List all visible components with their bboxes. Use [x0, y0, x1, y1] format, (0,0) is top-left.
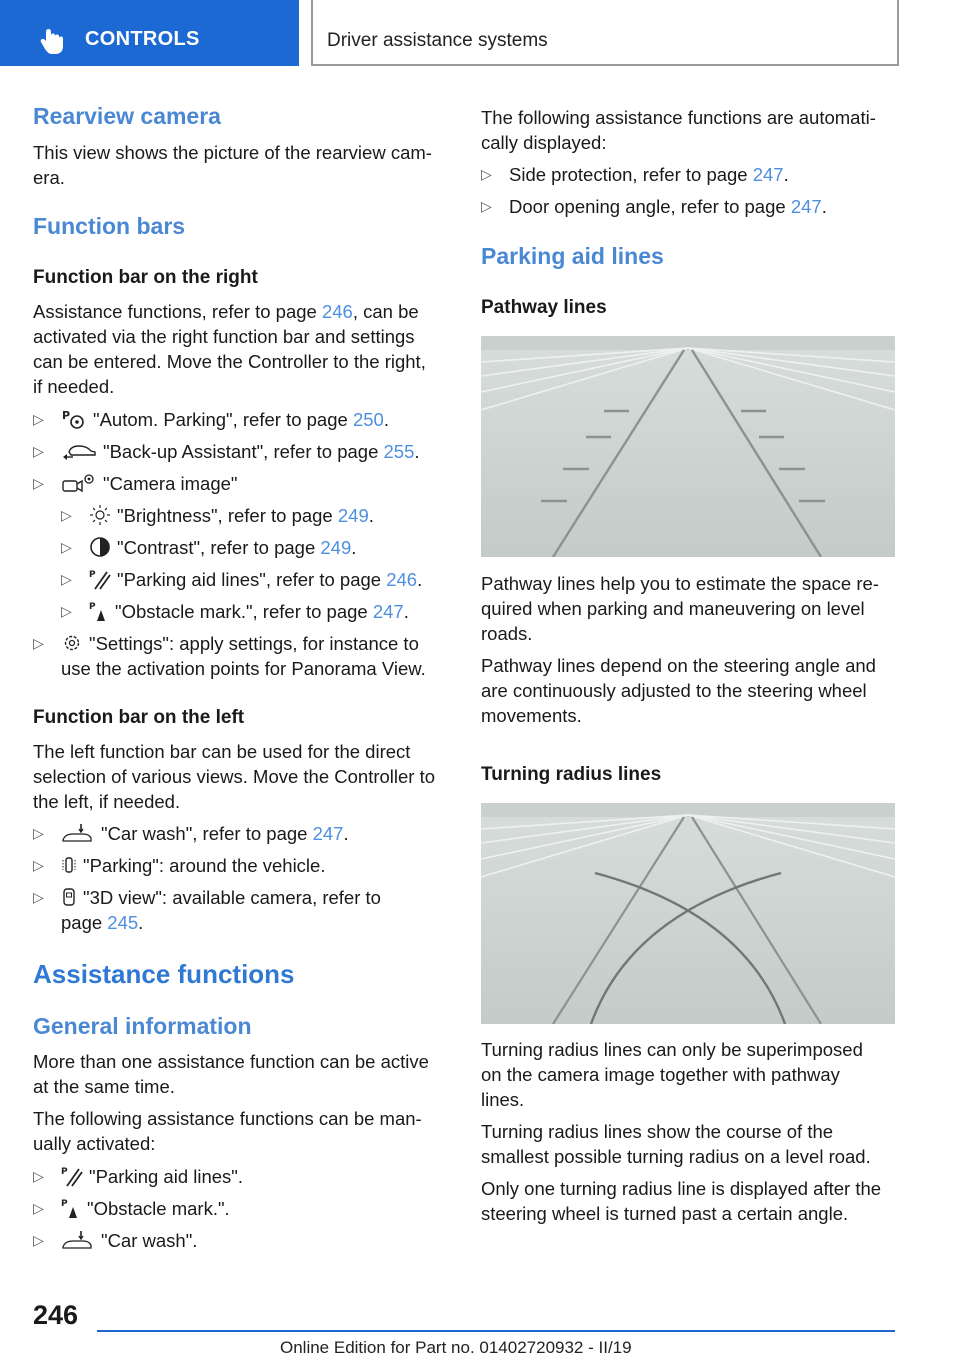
rearview-text-2: era. — [33, 167, 65, 188]
turning-text-1: Turning radius lines can only be superimposed — [481, 1039, 863, 1060]
page-number: 246 — [33, 1300, 79, 1330]
auto-parking-icon — [61, 408, 87, 430]
heading-turning-radius-lines: Turning radius lines — [481, 764, 662, 785]
pathway-text-4: Pathway lines depend on the steering angle and — [481, 655, 876, 676]
page-link[interactable]: 249 — [337, 505, 369, 526]
right-bar-text-2: activated via the right function bar and settings — [33, 326, 415, 347]
left-bar-text-3: the left, if needed. — [33, 791, 181, 812]
3d-view-text-2: page 245. — [61, 912, 144, 933]
heading-pathway-lines: Pathway lines — [481, 297, 607, 318]
manual-text-2: ually activated: — [33, 1133, 156, 1154]
3d-view-icon — [61, 886, 77, 908]
edition-footer: Online Edition for Part no. 01402720932 - II/19 — [280, 1338, 632, 1357]
pathway-text-3: roads. — [481, 623, 533, 644]
hand-pointer-icon — [38, 26, 68, 56]
heading-left-bar: Function bar on the left — [33, 707, 245, 728]
page-link[interactable]: 247 — [752, 164, 784, 185]
triangle-bullet-icon: ▷ — [61, 571, 72, 587]
svg-text:P: P — [61, 1199, 68, 1209]
page-link[interactable]: 247 — [372, 601, 404, 622]
auto-text-1: The following assistance functions are automati- — [481, 107, 876, 128]
turning-text-3: lines. — [481, 1089, 525, 1110]
heading-parking-aid-lines: Parking aid lines — [481, 243, 664, 269]
parking-view-icon — [61, 854, 77, 876]
svg-text:P: P — [89, 570, 96, 580]
parking-aid-lines-icon — [61, 1165, 83, 1187]
pathway-lines-figure — [481, 336, 895, 557]
triangle-bullet-icon: ▷ — [61, 539, 72, 555]
obstacle-marking-icon — [89, 600, 109, 622]
car-wash-icon — [61, 1229, 95, 1251]
page-link[interactable]: 250 — [352, 409, 384, 430]
footer-divider — [97, 1330, 895, 1332]
triangle-bullet-icon: ▷ — [481, 198, 492, 214]
heading-general-information: General information — [33, 1013, 252, 1039]
page-link[interactable]: 246 — [386, 569, 418, 590]
manual-text-1: The following assistance functions can be man- — [33, 1108, 422, 1129]
page-link[interactable]: 249 — [320, 537, 352, 558]
parking-aid-lines-icon — [89, 568, 111, 590]
subsection-header — [311, 0, 899, 66]
triangle-bullet-icon: ▷ — [33, 857, 44, 873]
triangle-bullet-icon: ▷ — [61, 603, 72, 619]
page-link[interactable]: 255 — [383, 441, 415, 462]
gear-icon — [61, 632, 83, 654]
general-text-2: at the same time. — [33, 1076, 175, 1097]
auto-text-2: cally displayed: — [481, 132, 607, 153]
car-wash-icon — [61, 822, 95, 844]
pathway-text-1: Pathway lines help you to estimate the space re- — [481, 573, 879, 594]
turning-text-7: steering wheel is turned past a certain angle. — [481, 1203, 849, 1224]
turning-text-2: on the camera image together with pathway — [481, 1064, 840, 1085]
triangle-bullet-icon: ▷ — [33, 825, 44, 841]
triangle-bullet-icon: ▷ — [61, 507, 72, 523]
triangle-bullet-icon: ▷ — [33, 889, 44, 905]
page-link[interactable]: 245 — [107, 912, 139, 933]
pathway-text-6: movements. — [481, 705, 582, 726]
obstacle-marking-icon — [61, 1197, 81, 1219]
triangle-bullet-icon: ▷ — [481, 166, 492, 182]
page-link[interactable]: 246 — [321, 301, 353, 322]
heading-function-bars: Function bars — [33, 213, 186, 239]
heading-rearview-camera: Rearview camera — [33, 103, 221, 129]
backup-assistant-icon — [61, 442, 97, 462]
right-bar-text-1: Assistance functions, refer to page 246, can be — [33, 301, 419, 322]
contrast-icon — [89, 536, 111, 558]
triangle-bullet-icon: ▷ — [33, 1232, 44, 1248]
heading-right-bar: Function bar on the right — [33, 267, 258, 288]
right-bar-text-4: if needed. — [33, 376, 115, 397]
triangle-bullet-icon: ▷ — [33, 1168, 44, 1184]
heading-assistance-functions: Assistance functions — [33, 959, 295, 989]
page-link[interactable]: 247 — [312, 823, 344, 844]
general-text-1: More than one assistance function can be active — [33, 1051, 429, 1072]
page-link[interactable]: 247 — [790, 196, 822, 217]
triangle-bullet-icon: ▷ — [33, 475, 44, 491]
left-bar-text-2: selection of various views. Move the Controller to — [33, 766, 436, 787]
turning-text-6: Only one turning radius line is displayed after the — [481, 1178, 882, 1199]
section-tab — [0, 0, 299, 66]
turning-text-4: Turning radius lines show the course of the — [481, 1121, 834, 1142]
settings-text-2: use the activation points for Panorama View. — [61, 658, 426, 679]
turning-text-5: smallest possible turning radius on a level road. — [481, 1146, 871, 1167]
left-bar-text-1: The left function bar can be used for the direct — [33, 741, 411, 762]
pathway-text-5: are continuously adjusted to the steering wheel — [481, 680, 867, 701]
svg-text:P: P — [61, 1167, 68, 1177]
svg-text:P: P — [89, 602, 96, 612]
pathway-text-2: quired when parking and maneuvering on level — [481, 598, 865, 619]
triangle-bullet-icon: ▷ — [33, 443, 44, 459]
triangle-bullet-icon: ▷ — [33, 635, 44, 651]
subsection-title: Driver assistance systems — [327, 30, 548, 51]
section-title: CONTROLS — [85, 28, 200, 50]
turning-radius-figure — [481, 803, 895, 1024]
brightness-icon — [89, 504, 111, 526]
right-bar-text-3: can be entered. Move the Controller to the right, — [33, 351, 426, 372]
rearview-text-1: This view shows the picture of the rearview cam- — [33, 142, 432, 163]
triangle-bullet-icon: ▷ — [33, 411, 44, 427]
camera-settings-icon — [61, 472, 97, 494]
triangle-bullet-icon: ▷ — [33, 1200, 44, 1216]
svg-text:P: P — [62, 409, 71, 422]
